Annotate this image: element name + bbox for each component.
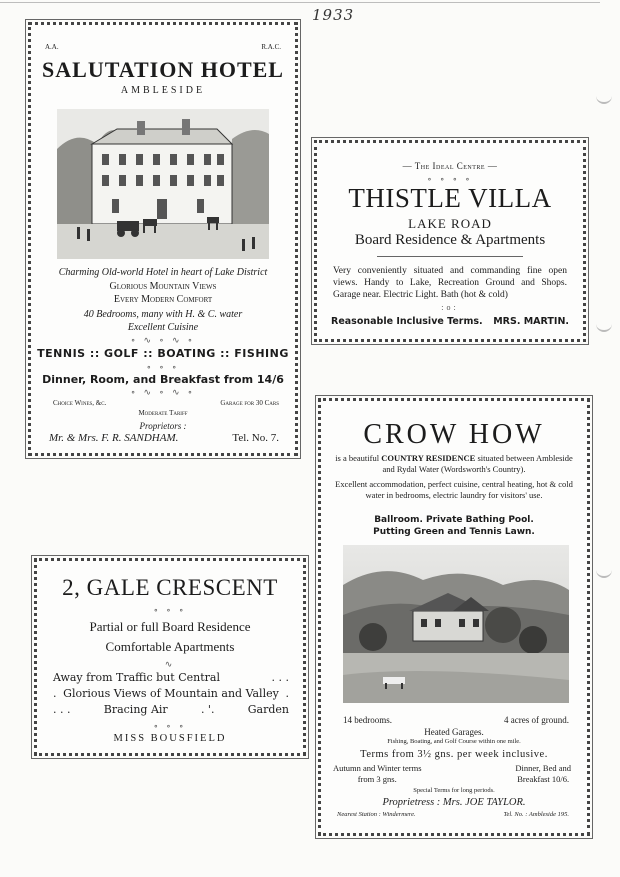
thistle-kicker: — The Ideal Centre — xyxy=(402,161,498,171)
gale-line-apartments: Comfortable Apartments xyxy=(105,639,235,654)
gale-feature-2-text: Glorious Views of Mountain and Valley xyxy=(63,687,279,700)
rac-badge: R.A.C. xyxy=(261,43,281,51)
thistle-terms: Reasonable Inclusive Terms. xyxy=(331,316,483,327)
binder-mark xyxy=(596,566,612,578)
crow-grounds: 4 acres of ground. xyxy=(504,715,569,725)
hotel-line-views: Glorious Mountain Views xyxy=(109,281,217,292)
hotel-telephone: Tel. No. 7. xyxy=(232,432,279,444)
binder-mark xyxy=(596,92,612,104)
ornament-row: :o: xyxy=(441,303,459,312)
hotel-line-bedrooms: 40 Bedrooms, many with H. & C. water xyxy=(83,309,243,320)
crow-intro-bold: COUNTRY RESIDENCE xyxy=(381,453,476,463)
crow-intro-prefix: is a beautiful xyxy=(335,453,380,463)
crow-dbb xyxy=(515,763,571,785)
crow-intro-rest: situated between Ambleside and Rydal Water (Wordsworth's Country). xyxy=(382,453,573,474)
gale-feature-2-dot: . xyxy=(285,687,289,700)
hotel-town: AMBLESIDE xyxy=(120,85,206,96)
page-top-rule xyxy=(0,2,600,3)
hotel-rate: Dinner, Room, and Breakfast from 14/6 xyxy=(42,373,284,386)
crow-feature-1: Ballroom. Private Bathing Pool. xyxy=(374,515,534,525)
hotel-tariff: Moderate Tariff xyxy=(138,409,188,417)
crow-how-ad xyxy=(318,398,590,836)
hotel-illustration xyxy=(57,109,269,259)
gale-feature-3-mid: . '. xyxy=(200,703,215,716)
crow-dbb-line1: Dinner, Bed and xyxy=(515,763,571,773)
gale-feature-1 xyxy=(53,671,289,684)
thistle-name: THISTLE VILLA xyxy=(348,183,552,213)
gale-feature-2-lead: . xyxy=(53,687,57,700)
crow-how-photo xyxy=(343,545,569,703)
gale-name: 2, GALE CRESCENT xyxy=(62,575,278,600)
aa-badge: A.A. xyxy=(45,43,59,51)
crow-telephone: Tel. No. : Ambleside 195. xyxy=(503,811,569,818)
ornament-row: ∘ ∘ ∘ ∘ xyxy=(427,174,473,184)
hotel-line-comfort: Every Modern Comfort xyxy=(113,294,213,305)
crow-special: Special Terms for long periods. xyxy=(413,787,495,794)
thistle-description: Very conveniently situated and commanding fine open views. Handy to Lake, Recreation Ground and Shops. Garage near. Electric Light. Bath (hot & cold) xyxy=(333,266,567,300)
crow-winter-from: from 3 gns. xyxy=(357,774,397,784)
thistle-kicker-text: The Ideal Centre xyxy=(414,161,486,171)
crow-sports: Fishing, Boating, and Golf Course within one mile. xyxy=(387,738,521,745)
ornament-row: ∘ ∘ ∘ xyxy=(153,721,187,731)
hotel-sports: TENNIS :: GOLF :: BOATING :: FISHING xyxy=(37,347,289,360)
hotel-proprietors: Mr. & Mrs. F. R. SANDHAM. xyxy=(49,432,179,444)
ornament-row: ∘ ∘ ∘ xyxy=(153,605,187,615)
hotel-garage: Garage for 30 Cars xyxy=(220,399,279,407)
crow-feature-2: Putting Green and Tennis Lawn. xyxy=(373,527,535,537)
crow-proprietress xyxy=(321,797,587,808)
hotel-line-cuisine: Excellent Cuisine xyxy=(127,322,199,333)
ornament-row: ∿ xyxy=(164,659,176,669)
handwritten-year: 1933 xyxy=(312,6,355,24)
thistle-owner: MRS. MARTIN. xyxy=(493,316,569,327)
gale-feature-3-text: Bracing Air xyxy=(103,703,168,716)
ornament-row: ∘ ∿ ∘ ∿ ∘ xyxy=(130,335,196,345)
ornament-row: ∘ ∿ ∘ ∿ ∘ xyxy=(130,387,196,397)
crow-station: Nearest Station : Windermere. xyxy=(337,811,416,818)
proprietors-label: Proprietors : xyxy=(139,421,187,431)
gale-feature-3 xyxy=(53,703,289,716)
crow-dbb-line2: Breakfast 10/6. xyxy=(517,774,570,784)
hotel-name: SALUTATION HOTEL xyxy=(42,57,284,82)
thistle-road: LAKE ROAD xyxy=(408,216,492,231)
gale-feature-3-end: Garden xyxy=(247,703,289,716)
thistle-villa-ad xyxy=(314,140,586,342)
hotel-wines: Choice Wines, &c. xyxy=(53,399,107,407)
gale-crescent-ad xyxy=(34,558,306,756)
crow-winter-label: Autumn and Winter terms xyxy=(333,763,422,773)
gale-feature-2 xyxy=(53,687,289,700)
crow-amenities: Excellent accommodation, perfect cuisine, central heating, hot & cold water in bedrooms, electric laundry for visitors' use. xyxy=(335,479,573,500)
crow-bedrooms: 14 bedrooms. xyxy=(343,715,392,725)
crow-terms: Terms from 3½ gns. per week inclusive. xyxy=(360,749,548,760)
crow-intro xyxy=(333,453,575,475)
proprietress-label: Proprietress : xyxy=(382,797,441,808)
gale-feature-1-dots: . . . xyxy=(271,671,289,684)
ornament-row: ∘ ∘ ∘ xyxy=(146,362,180,372)
proprietress-name: Mrs. JOE TAYLOR. xyxy=(442,797,526,808)
divider xyxy=(377,256,523,257)
gale-line-board: Partial or full Board Residence xyxy=(89,619,251,634)
hotel-tagline: Charming Old-world Hotel in heart of Lake District xyxy=(58,267,268,278)
gale-owner: MISS BOUSFIELD xyxy=(113,733,227,744)
crow-name: CROW HOW xyxy=(363,419,545,450)
binder-mark xyxy=(596,320,612,332)
crow-garages: Heated Garages. xyxy=(424,727,484,737)
thistle-services: Board Residence & Apartments xyxy=(354,232,546,248)
gale-feature-1-text: Away from Traffic but Central xyxy=(53,671,220,684)
gale-feature-3-lead: . . . xyxy=(53,703,71,716)
crow-winter-terms xyxy=(333,763,422,785)
salutation-hotel-ad xyxy=(28,22,298,456)
